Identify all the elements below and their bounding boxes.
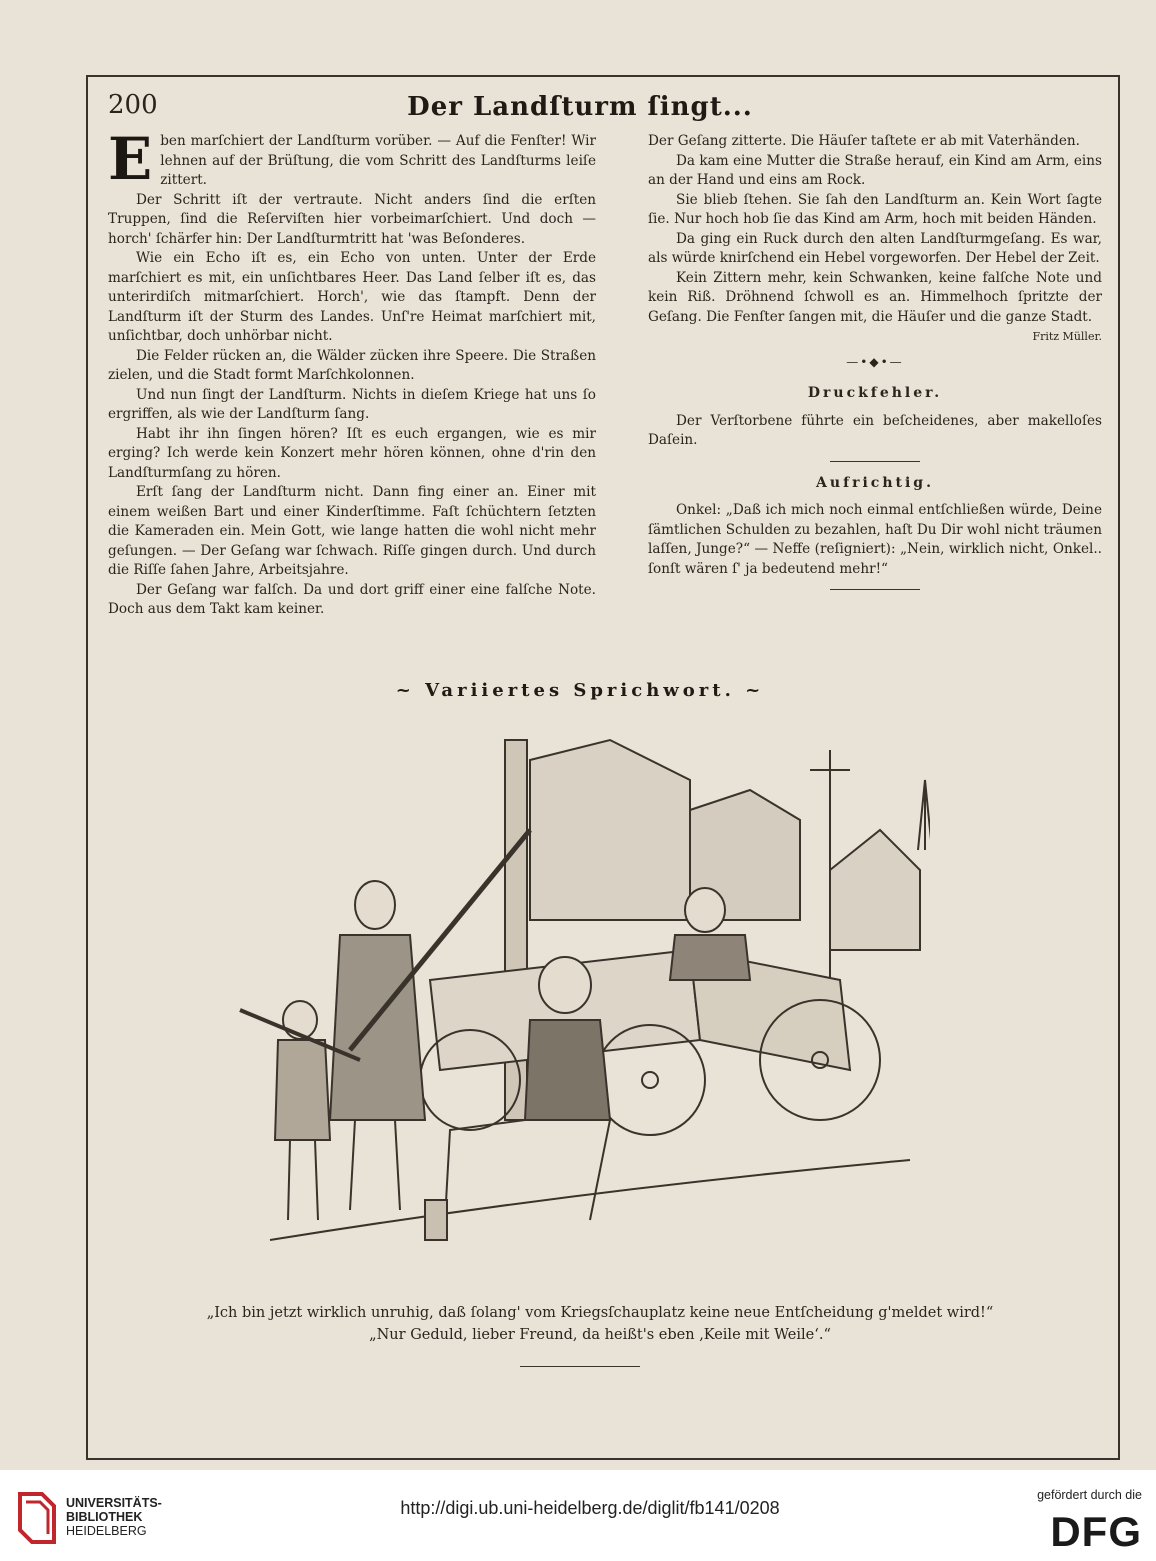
- article-left-column: [108, 125, 596, 620]
- ornament-divider: —•◆•—: [846, 354, 904, 369]
- article-paragraph: Die Felder rücken an, die Wälder zücken ihre Speere. Die Straßen zielen, und die Stadt formt Marſchkolonnen.: [108, 347, 596, 383]
- caption-line: „Nur Geduld, lieber Freund, da heißt's eben ‚Keile mit Weile‘.“: [369, 1327, 831, 1343]
- page-title: Der Landſturm ſingt...: [407, 92, 753, 122]
- article-paragraph: Und nun ſingt der Landſturm. Nichts in dieſem Kriege hat uns ſo ergriffen, als wie der Landſturm ſang.: [108, 386, 596, 422]
- flourish-left-icon: ~: [395, 680, 415, 701]
- druckfehler-heading: Druckfehler.: [807, 385, 943, 401]
- author-signature: Fritz Müller.: [1032, 330, 1102, 343]
- article-paragraph: Der Schritt iſt der vertraute. Nicht anders ſind die erſten Truppen, ſind die Reſerviſten hier vorbeimarſchiert. Und doch — horch' ſchärfer hin: Der Landſturmtritt hat 'was Beſonderes.: [108, 191, 596, 247]
- flourish-right-icon: ~: [745, 680, 765, 701]
- article-paragraph: Eben marſchiert der Landſturm vorüber. — Auf die Fenſter! Wir lehnen auf der Brüſtung, die vom Schritt des Landſturms leiſe zittert.: [108, 125, 596, 193]
- article-paragraph: Habt ihr ihn ſingen hören? Iſt es euch ergangen, wie es mir erging? Ich werde kein Konzert mehr hören können, ohne d'rin den Landſturmſang zu hören.: [108, 425, 596, 481]
- aufrichtig-text: Onkel: „Daß ich mich noch einmal entſchließen würde, Deine ſämtlichen Schulden zu bezahlen, haſt Du Dir wohl nicht träumen laſſen, Junge?“ — Neffe (reſigniert): „Nein, wirklich nicht, Onkel.. ſonſt wären ſ' ja bedeutend mehr!“: [648, 502, 1102, 577]
- article-paragraph: Da kam eine Mutter die Straße herauf, ein Kind am Arm, eins an der Hand und eins am Rock.: [648, 152, 1102, 188]
- divider-rule: [830, 461, 920, 462]
- caption-line: „Ich bin jetzt wirklich unruhig, daß ſolang' vom Kriegsſchauplatz keine neue Entſcheidung g'meldet wird!“: [206, 1305, 994, 1321]
- dfg-logo: DFG: [1050, 1508, 1142, 1555]
- article-paragraph: Der Geſang war falſch. Da und dort griff einer eine falſche Note. Doch aus dem Takt kam keiner.: [108, 581, 596, 617]
- article-paragraph: Kein Zittern mehr, kein Schwanken, keine falſche Note und kein Riß. Dröhnend ſchwoll es an. Himmelhoch ſpritzte der Geſang. Die Fenſter ſangen mit, die Häuſer und die ganze Stadt.: [648, 269, 1102, 325]
- university-logo-icon: [14, 1488, 60, 1548]
- article-right-column: [648, 132, 1102, 602]
- page-number: 200: [108, 90, 158, 120]
- source-url-link[interactable]: http://digi.ub.uni-heidelberg.de/diglit/fb141/0208: [400, 1498, 780, 1518]
- article-paragraph: Da ging ein Ruck durch den alten Landſturmgeſang. Es war, als würde knirſchend ein Hebel vorgeworfen. Der Hebel der Zeit.: [648, 230, 1102, 266]
- aufrichtig-heading: Aufrichtig.: [816, 474, 934, 491]
- funding-note: gefördert durch die: [1037, 1488, 1142, 1502]
- caption-divider-rule: [520, 1366, 640, 1367]
- article-paragraph: Der Geſang zitterte. Die Häuſer taſtete er ab mit Vaterhänden.: [648, 133, 1080, 149]
- section-heading: ~ Variiertes Sprichwort. ~: [395, 680, 765, 701]
- druckfehler-text: Der Verſtorbene führte ein beſcheidenes, aber makelloſes Daſein.: [648, 412, 1102, 448]
- dropcap-initial: E: [108, 125, 153, 193]
- footer-bar: [0, 1470, 1156, 1561]
- divider-rule: [830, 589, 920, 590]
- illustration-caption: [200, 1302, 1000, 1346]
- article-paragraph: Sie blieb ſtehen. Sie ſah den Landſturm an. Kein Wort ſagte ſie. Nur hoch hob ſie das Kind am Arm, hoch mit beiden Händen.: [648, 191, 1102, 227]
- illustration: [230, 720, 930, 1290]
- illustration-drawing: [230, 720, 930, 1290]
- article-paragraph: Erſt ſang der Landſturm nicht. Dann fing einer an. Einer mit einem weißen Bart und einer Kinderſtimme. Faſt ſchüchtern ſetzten die Kameraden ein. Mein Gott, wie lange hatten die wohl nicht mehr geſungen. — Der Geſang war ſchwach. Riſſe gingen durch. Und durch die Riſſe ſahen Jahre, Arbeitsjahre.: [108, 484, 596, 578]
- article-paragraph: Wie ein Echo iſt es, ein Echo von unten. Unter der Erde marſchiert es mit, ein unſichtbares Heer. Das Land ſelber iſt es, das unterirdiſch mitmarſchiert. Horch', wie das ſtampft. Denn der Landſturm iſt der Sturm des Landes. Unſ're Heimat marſchiert mit, unſichtbar, doch unhörbar nicht.: [108, 250, 596, 344]
- university-name: UNIVERSITÄTS- BIBLIOTHEK HEIDELBERG: [66, 1496, 162, 1538]
